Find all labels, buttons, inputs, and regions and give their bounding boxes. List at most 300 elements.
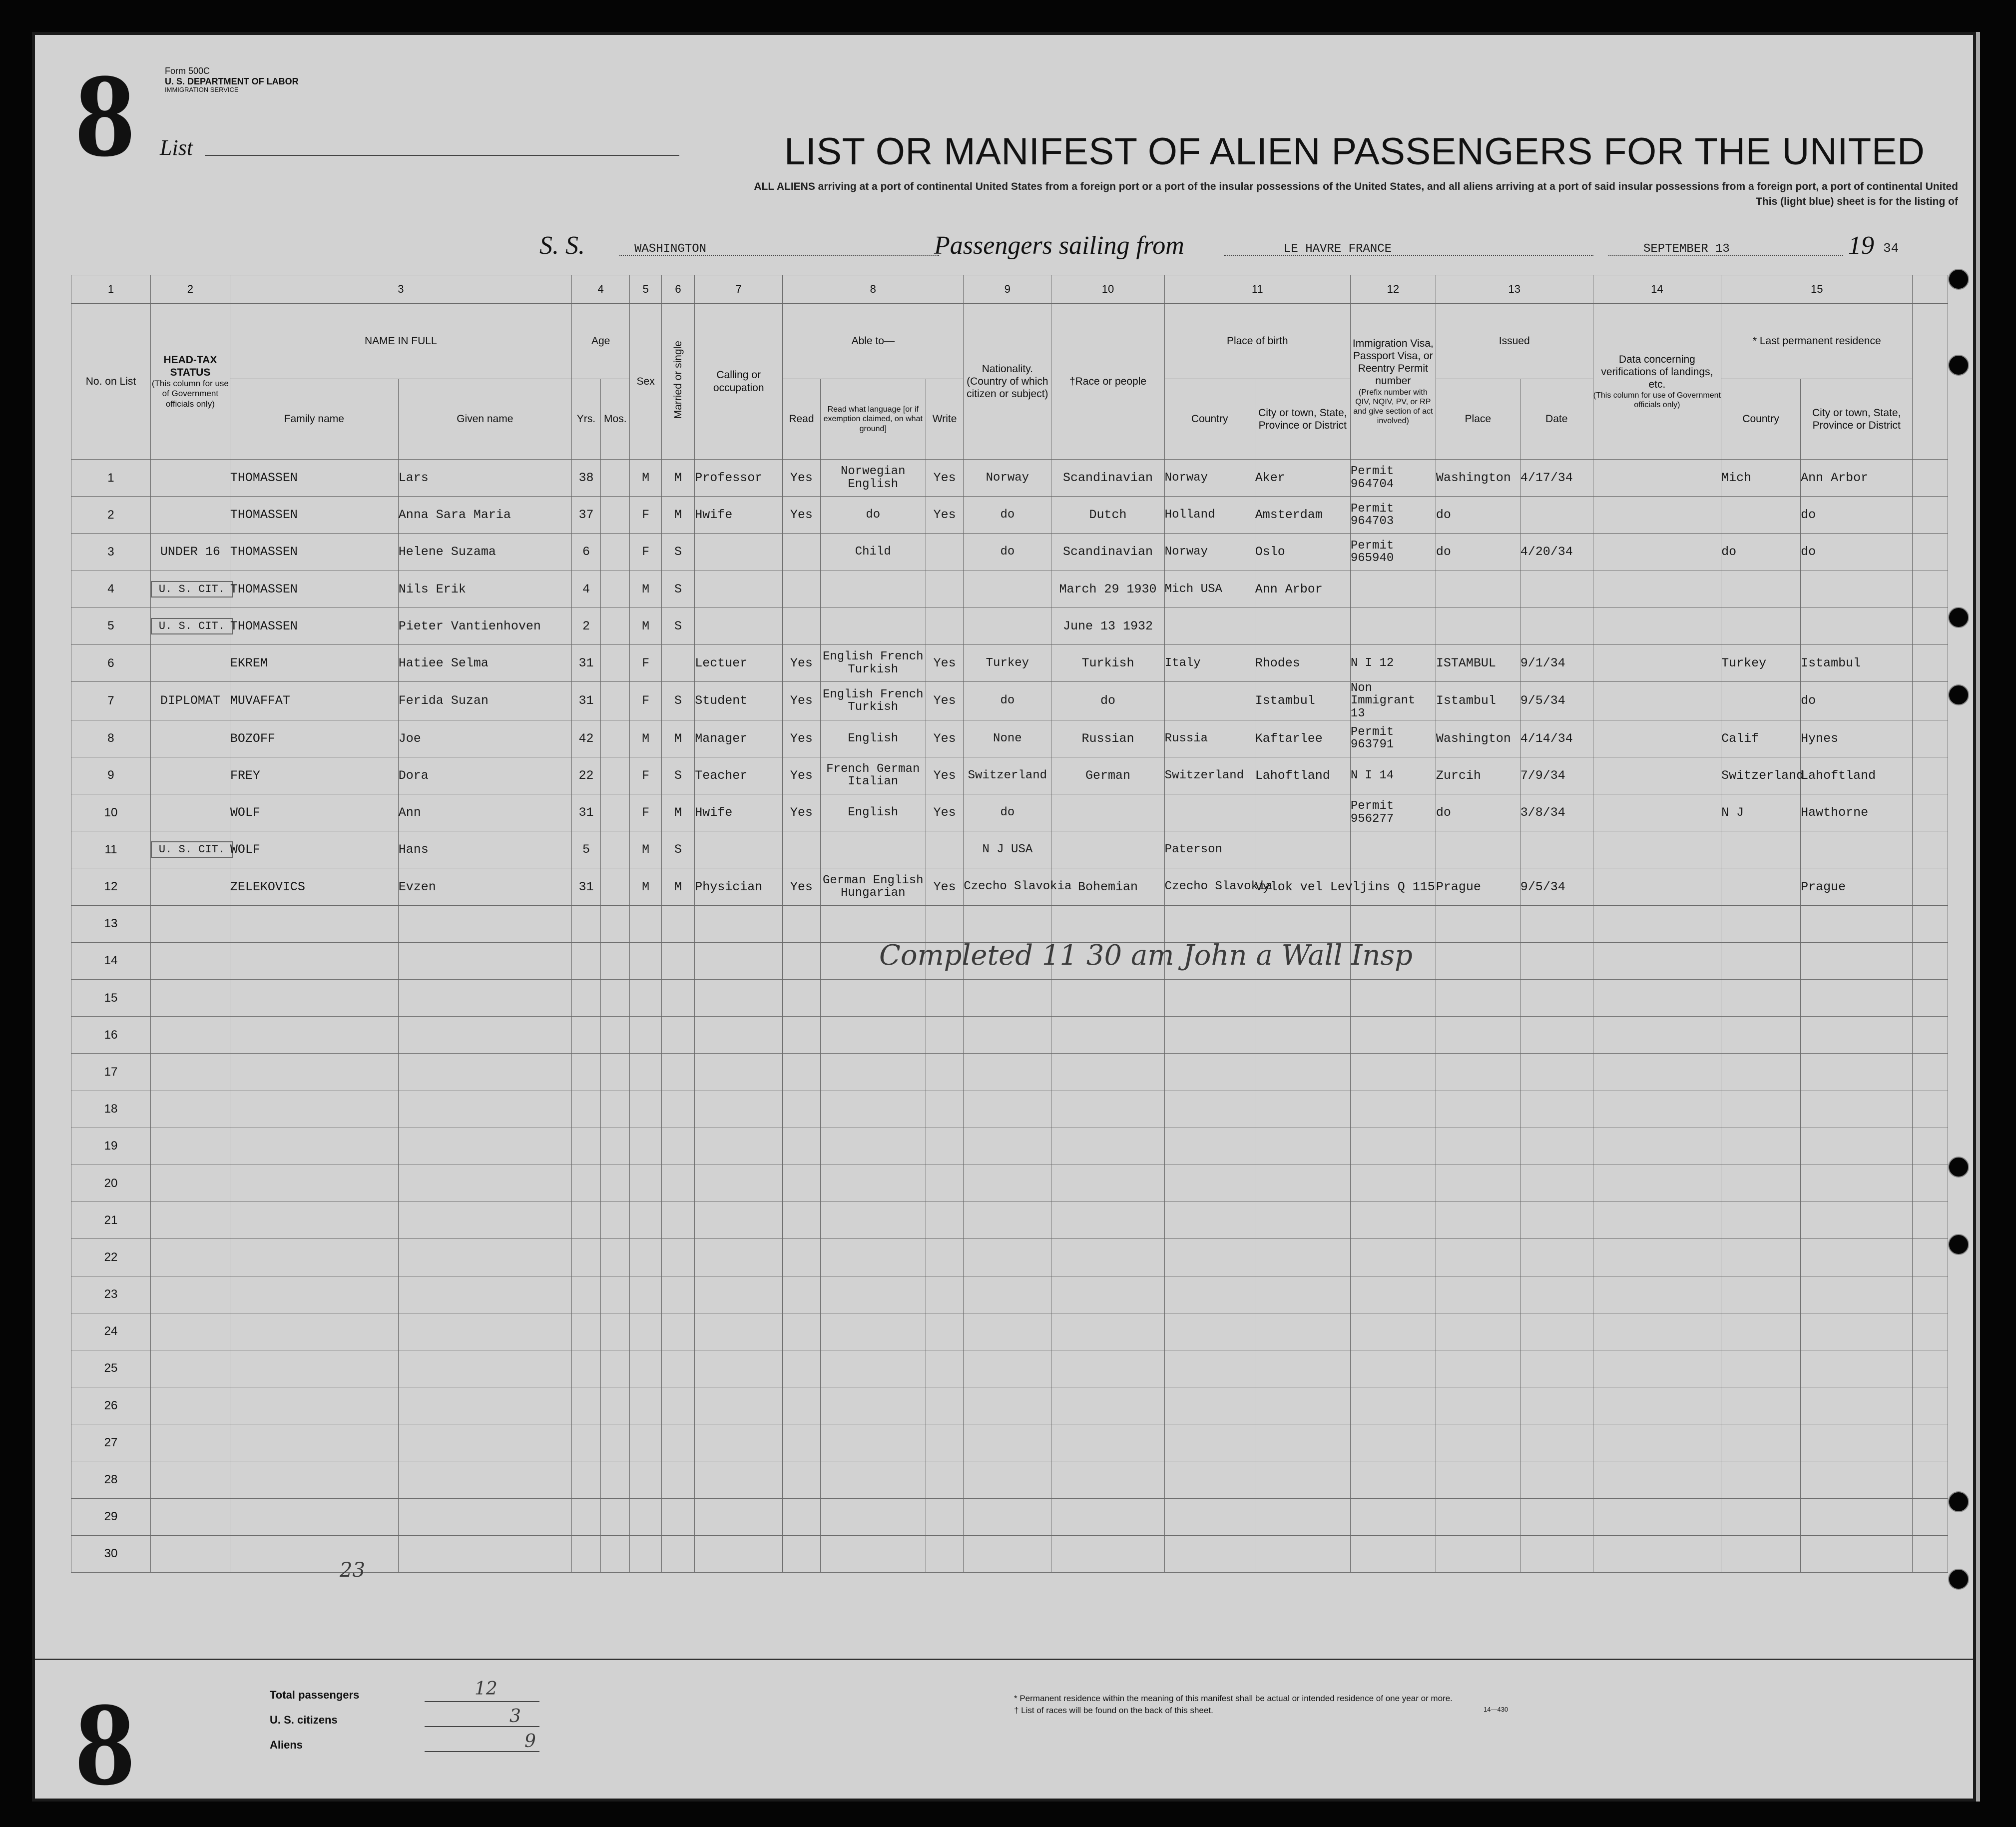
residence-country-cell	[1721, 608, 1801, 644]
residence-city-cell-text: Hawthorne	[1801, 805, 1869, 820]
nationality-cell	[964, 794, 1051, 831]
residence-country-cell	[1721, 831, 1801, 868]
given-name-cell-text: Hatiee Selma	[398, 656, 489, 671]
empty-cell	[150, 1535, 230, 1572]
empty-cell	[1520, 1461, 1593, 1498]
empty-cell	[1593, 1424, 1721, 1461]
head-tax-cell-text: U. S. CIT.	[151, 581, 233, 598]
us-citizens-label: U. S. citizens	[270, 1714, 338, 1726]
nationality-cell-text: Czecho Slavokia	[964, 880, 1072, 894]
birth-city-cell-text: Aker	[1255, 471, 1285, 486]
visa-cell-text: Non Immigrant 13	[1350, 681, 1416, 720]
row-number	[71, 571, 151, 608]
nationality-cell	[964, 644, 1051, 681]
family-name-cell-text: THOMASSEN	[230, 471, 298, 486]
colnum-13: 13	[1436, 275, 1593, 304]
empty-cell	[1436, 1054, 1520, 1091]
write-cell	[926, 757, 963, 794]
residence-country-cell	[1721, 757, 1804, 794]
empty-cell	[695, 942, 783, 979]
read-cell	[783, 794, 820, 831]
colnum-1: 1	[71, 275, 151, 304]
head-family-name: Family name	[230, 379, 398, 460]
given-name-cell	[398, 682, 571, 720]
visa-cell	[1350, 608, 1436, 644]
empty-cell	[1520, 1202, 1593, 1239]
footnote-races: † List of races will be found on the back of this sheet.	[1014, 1706, 1213, 1715]
row-number	[71, 534, 151, 571]
empty-cell	[1913, 1424, 1948, 1461]
residence-country-cell	[1721, 682, 1801, 720]
list-number-bottom: 8	[75, 1677, 135, 1810]
empty-cell	[571, 1313, 600, 1350]
family-name-cell-text: WOLF	[230, 842, 260, 857]
issued-date-cell	[1520, 868, 1593, 905]
write-cell	[926, 831, 963, 868]
row-number: 13	[71, 905, 151, 942]
empty-cell	[230, 1461, 398, 1498]
language-cell-text: English French Turkish	[822, 650, 924, 676]
empty-cell	[695, 1313, 783, 1350]
empty-cell	[1051, 1535, 1164, 1572]
empty-cell	[964, 1165, 1051, 1202]
residence-city-cell	[1801, 868, 1913, 905]
nationality-cell-text: do	[1000, 806, 1015, 820]
birth-city-cell	[1255, 868, 1435, 905]
empty-cell	[1164, 1461, 1255, 1498]
write-cell-text: Yes	[933, 768, 956, 783]
empty-cell	[571, 1128, 600, 1165]
issued-date-cell	[1520, 608, 1593, 644]
form-line-2: U. S. DEPARTMENT OF LABOR	[165, 76, 299, 86]
passenger-row	[71, 534, 1948, 571]
age-years-cell-text: 42	[578, 731, 594, 746]
row-number: 16	[71, 1017, 151, 1054]
empty-cell	[964, 1424, 1051, 1461]
empty-cell	[1255, 1202, 1350, 1239]
age-years-cell	[571, 608, 600, 644]
write-cell	[926, 497, 963, 534]
language-cell	[820, 608, 926, 644]
empty-cell	[601, 1461, 630, 1498]
family-name-cell-text: THOMASSEN	[230, 618, 298, 633]
empty-cell	[1593, 905, 1721, 942]
sex-cell-text: F	[642, 693, 650, 708]
empty-cell	[695, 1017, 783, 1054]
blank-cell	[1913, 460, 1948, 497]
colnum-9: 9	[964, 275, 1051, 304]
occupation-cell	[695, 831, 783, 868]
empty-cell	[1255, 1054, 1350, 1091]
empty-cell	[630, 905, 661, 942]
empty-cell	[964, 1202, 1051, 1239]
empty-cell	[1051, 1128, 1164, 1165]
sex-cell	[630, 534, 661, 571]
residence-country-cell	[1721, 644, 1801, 681]
given-name-cell	[398, 571, 571, 608]
language-cell	[820, 682, 926, 720]
empty-cell	[398, 980, 571, 1017]
empty-cell	[230, 1313, 398, 1350]
head-read: Read	[783, 379, 820, 460]
issued-place-cell-text: do	[1436, 805, 1451, 820]
empty-row	[71, 1165, 1948, 1202]
empty-cell	[1593, 942, 1721, 979]
row-number-text: 11	[104, 842, 117, 856]
empty-cell	[630, 1498, 661, 1535]
empty-cell	[820, 1165, 926, 1202]
empty-cell	[1520, 1387, 1593, 1424]
empty-cell	[695, 1202, 783, 1239]
issued-date-cell	[1520, 831, 1593, 868]
empty-cell	[1593, 1387, 1721, 1424]
read-cell-text: Yes	[790, 805, 813, 820]
marital-status-cell-text: S	[674, 582, 682, 597]
head-tax-cell	[150, 644, 230, 681]
year: 34	[1883, 241, 1899, 256]
completed-annotation: Completed 11 30 am John a Wall Insp	[879, 939, 1413, 972]
empty-cell	[926, 1461, 963, 1498]
passenger-row	[71, 757, 1948, 794]
family-name-cell	[230, 868, 398, 905]
empty-cell	[630, 1424, 661, 1461]
empty-cell	[630, 1535, 661, 1572]
age-months-cell	[601, 868, 630, 905]
read-cell	[783, 534, 820, 571]
birth-city-cell-text: Kaftarlee	[1255, 731, 1323, 746]
passenger-row	[71, 497, 1948, 534]
nationality-cell-text: do	[1000, 508, 1015, 522]
empty-cell	[1164, 1165, 1255, 1202]
race-cell-text: do	[1100, 693, 1116, 708]
marital-status-cell	[661, 720, 694, 757]
issued-date-cell	[1520, 720, 1593, 757]
issued-place-cell	[1436, 831, 1520, 868]
column-number-row	[71, 275, 1948, 304]
empty-cell	[964, 1350, 1051, 1387]
empty-cell	[964, 1091, 1051, 1128]
empty-cell	[398, 1128, 571, 1165]
marital-status-cell-text: S	[674, 842, 682, 857]
empty-cell	[230, 1424, 398, 1461]
issued-place-cell	[1436, 497, 1520, 534]
age-years-cell-text: 37	[578, 508, 594, 523]
residence-country-cell-text: Turkey	[1721, 656, 1767, 671]
empty-cell	[1164, 905, 1255, 942]
empty-cell	[571, 1350, 600, 1387]
empty-cell	[1913, 1313, 1948, 1350]
empty-cell	[630, 1202, 661, 1239]
empty-cell	[601, 1313, 630, 1350]
issued-date-cell-text: 9/1/34	[1520, 656, 1565, 671]
empty-cell	[1913, 1461, 1948, 1498]
head-tax-cell	[150, 868, 230, 905]
birth-city-cell-text: Ann Arbor	[1255, 582, 1323, 597]
language-cell	[820, 720, 926, 757]
empty-cell	[398, 1535, 571, 1572]
birth-city-cell	[1255, 571, 1350, 608]
birth-city-cell	[1255, 644, 1350, 681]
age-years-cell	[571, 497, 600, 534]
empty-cell	[695, 1498, 783, 1535]
empty-cell	[695, 1128, 783, 1165]
read-cell	[783, 757, 820, 794]
head-verifications-note: (This column for use of Government officials only)	[1593, 391, 1721, 410]
colnum-15: 15	[1721, 275, 1913, 304]
head-tax-cell-text: DIPLOMAT	[160, 693, 220, 708]
residence-country-cell-text: Switzerland	[1721, 768, 1804, 783]
family-name-cell-text: THOMASSEN	[230, 508, 298, 523]
empty-cell	[1350, 1202, 1436, 1239]
empty-cell	[601, 1091, 630, 1128]
race-cell	[1051, 460, 1164, 497]
head-visa-title: Immigration Visa, Passport Visa, or Reentry Permit number	[1352, 337, 1434, 387]
family-name-cell	[230, 720, 398, 757]
empty-cell	[1520, 1498, 1593, 1535]
empty-cell	[1164, 1017, 1255, 1054]
empty-cell	[630, 1313, 661, 1350]
issued-date-cell-text: 9/5/34	[1520, 693, 1565, 708]
empty-row	[71, 1313, 1948, 1350]
row-number: 20	[71, 1165, 151, 1202]
binder-hole	[1948, 684, 1969, 705]
empty-cell	[230, 1017, 398, 1054]
issued-date-cell	[1520, 534, 1593, 571]
empty-cell	[1255, 1387, 1350, 1424]
empty-cell	[1520, 1313, 1593, 1350]
occupation-cell-text: Manager	[695, 731, 748, 746]
empty-cell	[926, 1054, 963, 1091]
row-number-text: 12	[104, 880, 118, 894]
empty-cell	[230, 942, 398, 979]
empty-row	[71, 980, 1948, 1017]
birth-country-cell	[1164, 644, 1255, 681]
age-months-cell	[601, 831, 630, 868]
empty-cell	[783, 1128, 820, 1165]
residence-country-cell-text: N J	[1721, 805, 1744, 820]
empty-cell	[926, 1424, 963, 1461]
language-cell	[820, 571, 926, 608]
row-number: 18	[71, 1091, 151, 1128]
empty-row	[71, 1091, 1948, 1128]
age-years-cell	[571, 720, 600, 757]
visa-cell	[1350, 794, 1436, 831]
verifications-cell	[1593, 868, 1721, 905]
age-months-cell	[601, 460, 630, 497]
row-number: 27	[71, 1424, 151, 1461]
residence-city-cell	[1801, 608, 1913, 644]
empty-cell	[398, 1091, 571, 1128]
issued-place-cell-text: ISTAMBUL	[1436, 656, 1496, 671]
visa-cell-text: Permit 956277	[1350, 799, 1394, 826]
family-name-cell	[230, 608, 398, 644]
sex-cell-text: F	[642, 805, 650, 820]
colnum-blank	[1913, 275, 1948, 304]
sex-cell	[630, 608, 661, 644]
empty-cell	[1436, 1498, 1520, 1535]
empty-cell	[820, 1498, 926, 1535]
binder-hole	[1948, 1157, 1969, 1178]
issued-date-cell	[1520, 497, 1593, 534]
language-cell-text: English French Turkish	[822, 687, 924, 714]
empty-cell	[1255, 1498, 1350, 1535]
age-months-cell	[601, 497, 630, 534]
birth-city-cell	[1255, 720, 1350, 757]
footer-divider	[35, 1659, 1973, 1660]
issued-place-cell-text: do	[1436, 508, 1451, 523]
empty-cell	[1051, 1091, 1164, 1128]
sex-cell	[630, 497, 661, 534]
visa-cell	[1350, 460, 1436, 497]
birth-country-cell-text: Switzerland	[1164, 768, 1244, 782]
empty-cell	[1593, 1202, 1721, 1239]
blank-cell	[1913, 644, 1948, 681]
empty-cell	[630, 1350, 661, 1387]
empty-cell	[820, 1054, 926, 1091]
language-cell-text: do	[866, 508, 881, 522]
empty-cell	[1520, 1091, 1593, 1128]
empty-cell	[1801, 1350, 1913, 1387]
row-number-text: 6	[107, 656, 114, 670]
empty-cell	[150, 1017, 230, 1054]
empty-cell	[1520, 1535, 1593, 1572]
aliens-value: 9	[524, 1731, 536, 1752]
occupation-cell	[695, 868, 783, 905]
passenger-row	[71, 608, 1948, 644]
visa-cell	[1350, 831, 1436, 868]
given-name-cell	[398, 460, 571, 497]
age-years-cell-text: 38	[578, 471, 594, 486]
write-cell-text: Yes	[933, 508, 956, 523]
read-cell-text: Yes	[790, 879, 813, 894]
empty-cell	[1164, 1276, 1255, 1313]
empty-cell	[150, 1054, 230, 1091]
empty-cell	[1051, 1461, 1164, 1498]
row-number	[71, 757, 151, 794]
empty-cell	[1913, 1165, 1948, 1202]
verifications-cell	[1593, 608, 1721, 644]
row-number	[71, 608, 151, 644]
empty-cell	[820, 1424, 926, 1461]
blank-cell	[1913, 794, 1948, 831]
empty-cell	[1721, 905, 1801, 942]
empty-cell	[783, 1461, 820, 1498]
empty-cell	[1913, 1017, 1948, 1054]
sex-cell	[630, 757, 661, 794]
verifications-cell	[1593, 571, 1721, 608]
marital-status-cell-text: M	[674, 471, 682, 486]
empty-cell	[1520, 1276, 1593, 1313]
empty-row	[71, 1424, 1948, 1461]
occupation-cell	[695, 757, 783, 794]
write-cell	[926, 682, 963, 720]
form-code: 14—430	[1484, 1706, 1509, 1713]
empty-cell	[1801, 1054, 1913, 1091]
residence-country-cell-text: Calif	[1721, 731, 1759, 746]
head-issued-date: Date	[1520, 379, 1593, 460]
aliens-line	[425, 1751, 539, 1752]
issued-date-cell-text: 3/8/34	[1520, 805, 1565, 820]
empty-cell	[398, 1387, 571, 1424]
read-cell-text: Yes	[790, 731, 813, 746]
issued-place-cell	[1436, 720, 1520, 757]
empty-cell	[1051, 1202, 1164, 1239]
race-cell	[1051, 794, 1164, 831]
read-cell	[783, 608, 820, 644]
head-mos: Mos.	[601, 379, 630, 460]
empty-cell	[571, 905, 600, 942]
empty-cell	[926, 1350, 963, 1387]
empty-cell	[150, 1387, 230, 1424]
occupation-cell-text: Hwife	[695, 805, 733, 820]
empty-cell	[1721, 942, 1801, 979]
head-visa-note: (Prefix number with QIV, NQIV, PV, or RP and give section of act involved)	[1353, 388, 1433, 426]
issued-place-cell	[1436, 682, 1520, 720]
empty-cell	[150, 980, 230, 1017]
head-tax-note: (This column for use of Government officials only)	[151, 379, 229, 409]
row-number: 25	[71, 1350, 151, 1387]
empty-cell	[1164, 1054, 1255, 1091]
birth-country-cell	[1164, 608, 1255, 644]
visa-cell	[1350, 534, 1436, 571]
language-cell	[820, 644, 926, 681]
occupation-cell-text: Hwife	[695, 508, 733, 523]
birth-city-cell	[1255, 497, 1350, 534]
issued-date-cell	[1520, 794, 1593, 831]
given-name-cell	[398, 868, 571, 905]
passenger-row	[71, 794, 1948, 831]
nationality-cell	[964, 608, 1051, 644]
blank-cell	[1913, 608, 1948, 644]
nationality-cell	[964, 534, 1051, 571]
empty-cell	[964, 1276, 1051, 1313]
nationality-cell	[964, 831, 1051, 868]
marital-status-cell-text: S	[674, 768, 682, 783]
age-years-cell-text: 4	[582, 582, 590, 597]
family-name-cell-text: ZELEKOVICS	[230, 879, 305, 894]
issued-place-cell-text: Washington	[1436, 731, 1511, 746]
language-cell	[820, 497, 926, 534]
empty-cell	[571, 942, 600, 979]
read-cell	[783, 497, 820, 534]
empty-cell	[601, 905, 630, 942]
race-cell	[1051, 757, 1164, 794]
verifications-cell	[1593, 460, 1721, 497]
empty-cell	[230, 1498, 398, 1535]
empty-cell	[630, 1165, 661, 1202]
empty-cell	[571, 1202, 600, 1239]
write-cell-text: Yes	[933, 879, 956, 894]
birth-country-cell-text: Czecho Slavokia	[1164, 880, 1273, 894]
race-cell	[1051, 571, 1164, 608]
empty-cell	[230, 1535, 398, 1572]
age-years-cell-text: 5	[582, 842, 590, 857]
passenger-row	[71, 460, 1948, 497]
empty-cell	[601, 1387, 630, 1424]
empty-cell	[1051, 1313, 1164, 1350]
empty-cell	[1436, 1165, 1520, 1202]
empty-cell	[783, 1387, 820, 1424]
verifications-cell	[1593, 831, 1721, 868]
empty-cell	[398, 1313, 571, 1350]
empty-cell	[1913, 1276, 1948, 1313]
race-cell-text: Scandinavian	[1063, 471, 1153, 486]
head-nationality: Nationality. (Country of which citizen or subject)	[964, 304, 1051, 460]
head-tax-cell	[150, 608, 230, 644]
read-cell	[783, 720, 820, 757]
empty-cell	[926, 1498, 963, 1535]
empty-cell	[1350, 1239, 1436, 1276]
